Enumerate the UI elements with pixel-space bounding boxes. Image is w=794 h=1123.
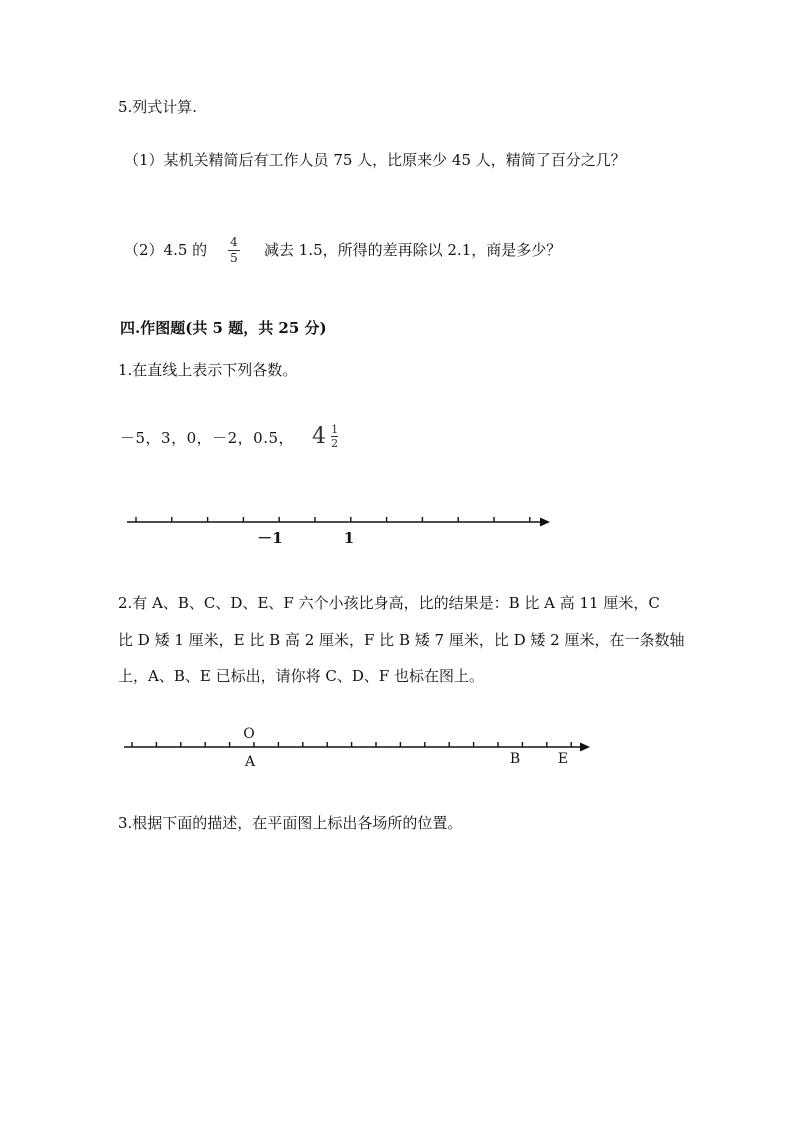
section-heading: 四.作图题(共 5 题，共 25 分) [120, 319, 327, 337]
mixed-whole: 4 [312, 423, 326, 449]
q2-line1: 2.有 A、B、C、D、E、F 六个小孩比身高，比的结果是：B 比 A 高 11 厘米，C [118, 594, 660, 612]
q5-title: 5.列式计算. [118, 98, 198, 116]
number-line-1 [0, 505, 794, 550]
q5-part2-prefix: （2）4.5 的 [124, 241, 208, 259]
mixed-denominator: 2 [331, 437, 339, 450]
label-o: O [243, 726, 255, 742]
fraction-numerator: 4 [230, 235, 238, 249]
arrow-head [580, 743, 590, 752]
label-a: A [244, 754, 256, 770]
q5-part1: （1）某机关精简后有工作人员 75 人，比原来少 45 人，精简了百分之几？ [124, 151, 626, 169]
mixed-fraction [331, 424, 338, 449]
q1-number-list: －5，3，0，－2，0.5， [120, 429, 295, 447]
q5-fraction-four-fifths [228, 236, 240, 265]
axis-label-1: 1 [343, 529, 355, 547]
q5-part2-suffix: 减去 1.5，所得的差再除以 2.1，商是多少？ [264, 241, 562, 259]
q1-mixed-number [312, 424, 338, 449]
q3-title: 3.根据下面的描述，在平面图上标出各场所的位置。 [118, 814, 463, 832]
label-e: E [557, 751, 569, 767]
q2-line3: 上，A、B、E 已标出，请你将 C、D、F 也标在图上。 [118, 667, 485, 685]
mixed-numerator: 1 [331, 423, 339, 436]
q1-title: 1.在直线上表示下列各数。 [118, 361, 298, 379]
label-b: B [509, 751, 521, 767]
number-line-2 [0, 720, 794, 775]
axis-label-neg1: －1 [257, 529, 283, 547]
fraction-denominator: 5 [230, 251, 238, 265]
q2-line2: 比 D 矮 1 厘米，E 比 B 高 2 厘米，F 比 B 矮 7 厘米，比 D 矮 2 厘米，在一条数轴 [118, 631, 685, 649]
arrow-head [540, 518, 550, 527]
